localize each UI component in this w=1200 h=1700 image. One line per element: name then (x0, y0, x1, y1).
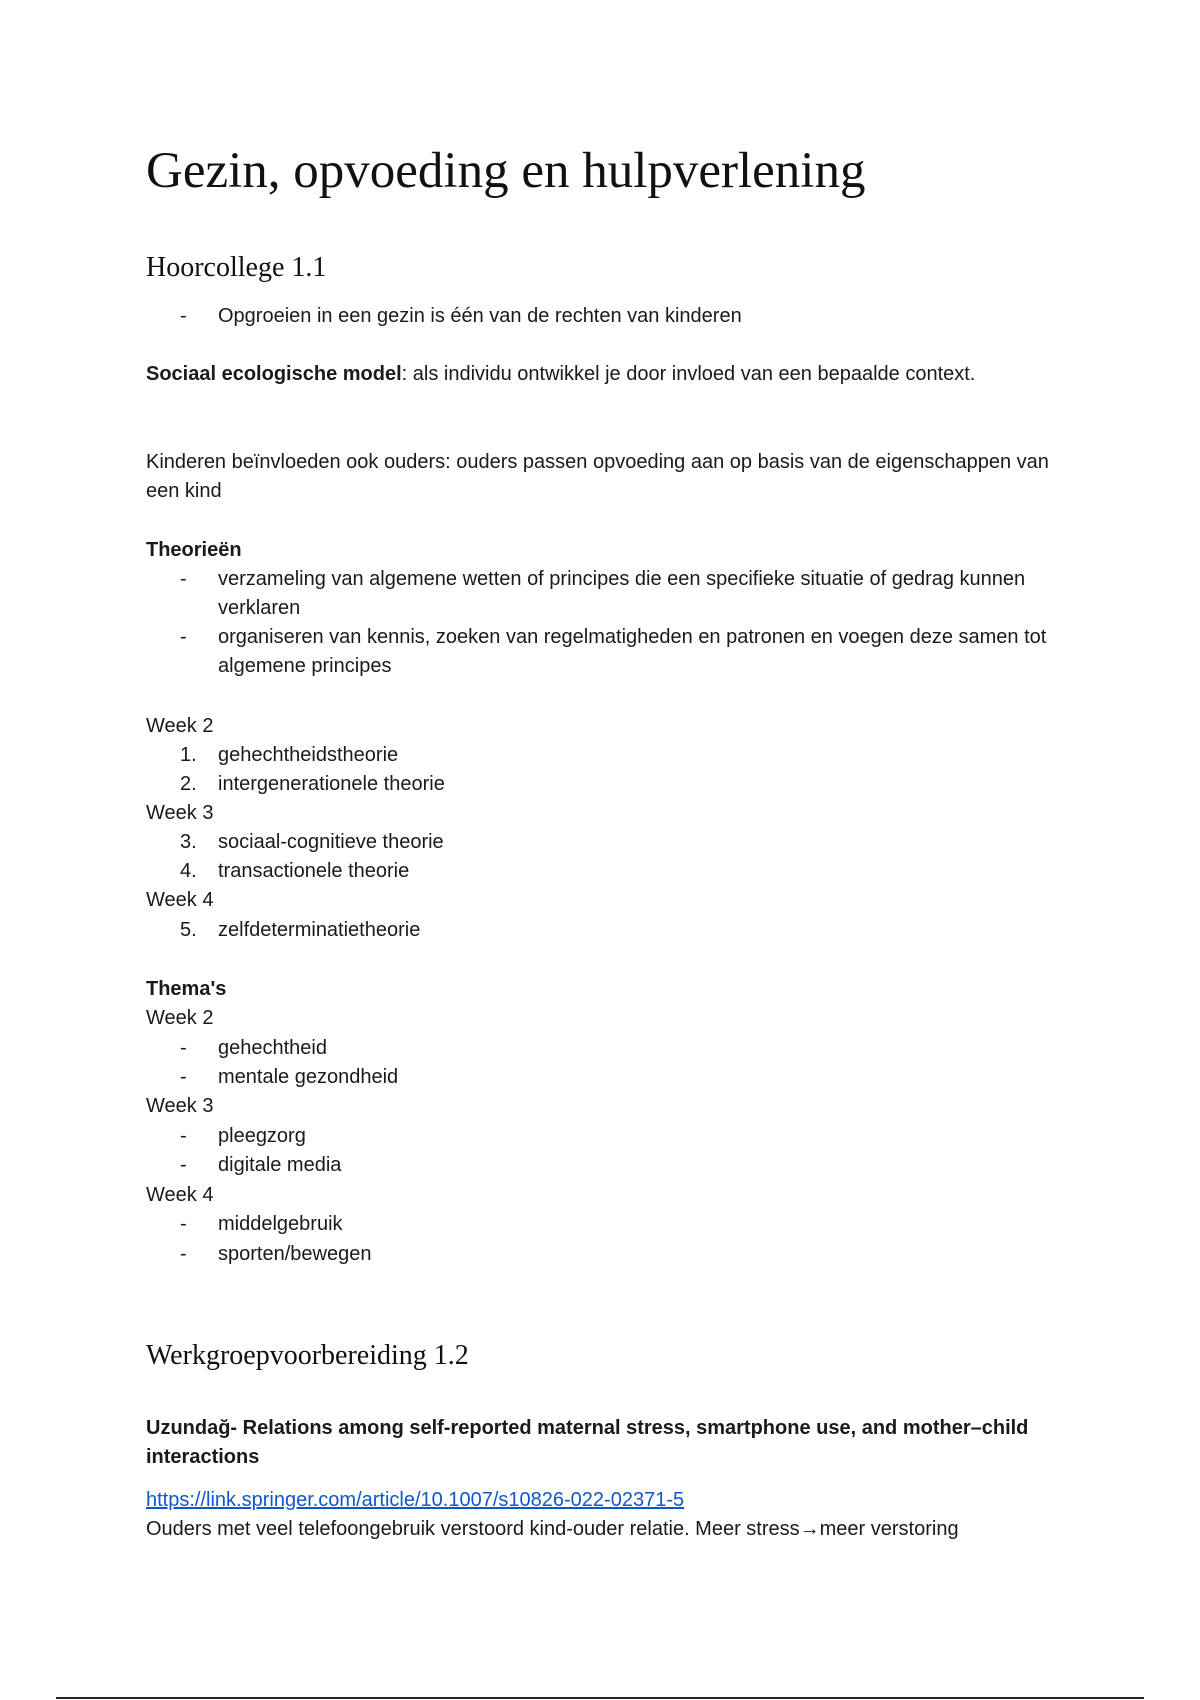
bullet-marker: - (180, 568, 187, 590)
list-item-text: intergenerationele theorie (218, 773, 445, 795)
week-label: Week 3 (146, 1095, 214, 1117)
model-term: Sociaal ecologische model (146, 363, 402, 385)
list-item-text: gehechtheid (218, 1037, 327, 1059)
model-paragraph (146, 360, 1066, 389)
model-text: : als individu ontwikkel je door invloed van een bepaalde context. (401, 363, 976, 385)
bullet-marker: - (180, 1213, 187, 1235)
number-marker: 4. (180, 860, 197, 882)
summary-paragraph: Ouders met veel telefoongebruik verstoord kind-ouder relatie. Meer stress→meer verstoring (146, 1518, 959, 1540)
bullet-marker: - (180, 1243, 187, 1265)
bullet-marker: - (180, 1066, 187, 1088)
list-item-text: transactionele theorie (218, 860, 410, 882)
list-item-text: Opgroeien in een gezin is één van de rechten van kinderen (218, 305, 742, 327)
week-label: Week 4 (146, 889, 214, 911)
document-title: Gezin, opvoeding en hulpverlening (146, 143, 866, 199)
article-link-line (146, 1486, 1066, 1515)
week-label: Week 3 (146, 802, 214, 824)
bullet-marker: - (180, 1125, 187, 1147)
list-item-text: sporten/bewegen (218, 1243, 372, 1265)
list-item-text: organiseren van kennis, zoeken van regelmatigheden en patronen en voegen deze samen tot algemene principes (218, 626, 1047, 677)
theories-heading: Theorieën (146, 539, 242, 561)
list-item-text: pleegzorg (218, 1125, 306, 1147)
number-marker: 5. (180, 919, 197, 941)
number-marker: 3. (180, 831, 197, 853)
number-marker: 2. (180, 773, 197, 795)
bullet-marker: - (180, 1037, 187, 1059)
article-title: Uzundağ- Relations among self-reported maternal stress, smartphone use, and mother–child interactions (146, 1417, 1029, 1468)
heading-werkgroep: Werkgroepvoorbereiding 1.2 (146, 1340, 469, 1371)
week-label: Week 4 (146, 1184, 214, 1206)
list-item-text: zelfdeterminatietheorie (218, 919, 421, 941)
list-item-text: sociaal-cognitieve theorie (218, 831, 444, 853)
children-paragraph: Kinderen beïnvloeden ook ouders: ouders passen opvoeding aan op basis van de eigenschappen van een kind (146, 451, 1049, 502)
bullet-marker: - (180, 305, 187, 327)
list-item-text: digitale media (218, 1154, 342, 1176)
week-label: Week 2 (146, 1007, 214, 1029)
list-item-text: verzameling van algemene wetten of principes die een specifieke situatie of gedrag kunnen verklaren (218, 568, 1026, 619)
heading-hoorcollege: Hoorcollege 1.1 (146, 252, 327, 283)
list-item-text: mentale gezondheid (218, 1066, 399, 1088)
themes-heading: Thema's (146, 978, 227, 1000)
page-bottom-rule (56, 1697, 1144, 1699)
bullet-marker: - (180, 626, 187, 648)
list-item-text: middelgebruik (218, 1213, 343, 1235)
number-marker: 1. (180, 744, 197, 766)
bullet-marker: - (180, 1154, 187, 1176)
list-item-text: gehechtheidstheorie (218, 744, 399, 766)
article-link[interactable]: https://link.springer.com/article/10.1007/s10826-022-02371-5 (146, 1489, 685, 1511)
week-label: Week 2 (146, 715, 214, 737)
